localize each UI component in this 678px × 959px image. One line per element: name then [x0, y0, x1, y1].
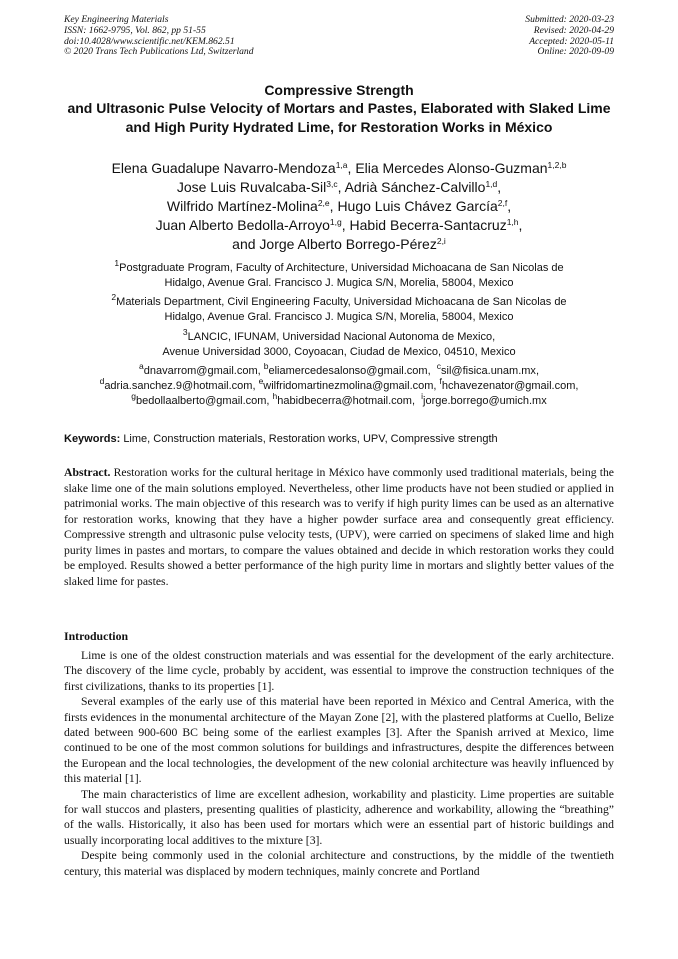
email-sup: i [421, 391, 424, 401]
publication-dates [525, 15, 614, 58]
affiliation-text: Postgraduate Program, Faculty of Architecture, Universidad Michoacana de San Nicolas de [119, 262, 564, 274]
author-name: Habid Becerra-Santacruz [349, 217, 507, 233]
journal-issn: ISSN: 1662-9795, Vol. 862, pp 51-55 [64, 24, 206, 36]
email-sup: c [436, 361, 442, 371]
date-revised: Revised: 2020-04-29 [533, 24, 614, 36]
email-line: $^g$bedollaalberto@gmail.com, $^h$habidbecerra@hotmail.com, $^i$jorge.borrego@umich.mx [131, 391, 547, 407]
email-sup: e [258, 376, 264, 386]
email-link[interactable]: hchavezenator@gmail.com [441, 380, 576, 392]
title-line: Compressive Strength [264, 82, 414, 98]
email-sup: f [439, 376, 442, 386]
affiliation-line [50, 327, 628, 345]
author-sup: 1,d [485, 179, 498, 189]
email-link[interactable]: dnavarrom@gmail.com [143, 365, 258, 377]
author-name: Adrià Sánchez-Calvillo [344, 179, 486, 195]
author-sep: , [507, 198, 512, 214]
author-sep: , [347, 160, 356, 176]
author-sep: , [497, 179, 502, 195]
date-accepted: Accepted: 2020-05-11 [529, 35, 614, 47]
author-name: Wilfrido Martínez-Molina [166, 198, 318, 214]
body-paragraph: Several examples of the early use of this material have been reported in México and Central America, with the firsts evidences in the monumental architecture of the Mayan Zone [2], with the plastered platforms at Cuello, Belize dated between 900-600 BC being some of the earliest examples [3]. After the Spanish arrived at Mexico, lime continued to be one of the most common solutions for buildings and infrastructures, despite the differences between the European and the local technologies, the development of the new colonial architecture was heavily influenced by this material [1]. [64, 695, 614, 786]
author-line [40, 235, 638, 254]
author-sep: , [518, 217, 523, 233]
author-sep: , [341, 217, 350, 233]
journal-doi: doi:10.4028/www.scientific.net/KEM.862.51 [64, 35, 235, 47]
email-link[interactable]: eliamercedesalonso@gmail.com [268, 365, 428, 377]
affiliation-text: Hidalgo, Avenue Gral. Francisco J. Mugica S/N, Morelia, 58004, Mexico [164, 277, 514, 289]
abstract-paragraph [64, 465, 614, 589]
introduction-body [64, 648, 614, 879]
author-name: Jose Luis Ruvalcaba-Sil [176, 179, 327, 195]
author-sup: 1,a [335, 160, 348, 170]
email-link[interactable]: sil@fisica.unam.mx [441, 365, 536, 377]
affiliation-text: LANCIC, IFUNAM, Universidad Nacional Autonoma de Mexico, [187, 331, 496, 343]
body-paragraph: Lime is one of the oldest construction materials and was essential for the development of the early architecture. The discovery of the lime cycle, probably by accident, was essential to improve the construction techniques of the first civilizations, thanks to its properties [1]. [64, 649, 614, 693]
author-line [40, 159, 638, 178]
author-line [40, 216, 638, 235]
author-emails [50, 361, 628, 409]
author-sup: 2,i [436, 236, 446, 246]
email-link[interactable]: habidbecerra@hotmail.com [277, 395, 412, 407]
author-sup: 3,c [326, 179, 338, 189]
author-name: Juan Alberto Bedolla-Arroyo [155, 217, 330, 233]
email-sup: b [263, 361, 269, 371]
date-online: Online: 2020-09-09 [537, 46, 614, 58]
email-sup: g [131, 391, 137, 401]
journal-name: Key Engineering Materials [64, 14, 169, 25]
affiliation-3 [50, 327, 628, 360]
affiliation-text: Materials Department, Civil Engineering Faculty, Universidad Michoacana de San Nicolas de [116, 296, 567, 308]
author-name: Elia Mercedes Alonso-Guzman [355, 160, 548, 176]
email-link[interactable]: bedollaalberto@gmail.com [136, 395, 267, 407]
affiliation-1 [50, 258, 628, 291]
abstract-label: Abstract. [64, 466, 111, 479]
keywords-label: Keywords: [64, 433, 121, 445]
author-sup: 1,h [506, 217, 519, 227]
author-sup: 1,g [329, 217, 342, 227]
affiliation-line [50, 258, 628, 276]
author-name: and Jorge Alberto Borrego-Pérez [232, 236, 437, 252]
abstract-text: Restoration works for the cultural heritage in México have commonly used traditional materials, being the slake lime one of the main solutions employed. Nevertheless, other lime products have not been studied or applied in patrimonial works. The main objective of this research was to verify if high purity limes can be used as an alternative for restoration works, knowing that they have a higher powder surface area and consequently great efficiency. Compressive strength and ultrasonic pulse velocity tests, (UPV), were carried on specimens of slaked lime and high purity limes in pastes and mortars, to compare the values obtained and decide in which restoration works they could be employed. Results showed a better performance of the high purity lime in mortars and slightly better values of the slaked lime for pastes. [64, 466, 614, 588]
affiliation-sup: 2 [111, 292, 117, 302]
title-line: and High Purity Hydrated Lime, for Restoration Works in México [125, 118, 553, 135]
email-sup: a [139, 361, 144, 371]
author-name: Elena Guadalupe Navarro-Mendoza [111, 160, 336, 176]
author-sup: 2,e [317, 198, 330, 208]
keywords-text: Lime, Construction materials, Restoration works, UPV, Compressive strength [123, 433, 498, 445]
author-list [40, 159, 638, 254]
author-line [40, 178, 638, 197]
author-name: Hugo Luis Chávez García [337, 198, 498, 214]
body-paragraph: Despite being commonly used in the colonial architecture and constructions, by the middle of the twentieth century, this material was displaced by modern techniques, mainly concrete and Portland [64, 849, 614, 878]
author-sup: 2,f [497, 198, 508, 208]
author-sup: 1,2,b [547, 160, 567, 170]
affiliation-text: Hidalgo, Avenue Gral. Francisco J. Mugica S/N, Morelia, 58004, Mexico [164, 311, 514, 323]
author-sep: , [337, 179, 345, 195]
date-submitted: Submitted: 2020-03-23 [525, 14, 614, 25]
journal-copyright: © 2020 Trans Tech Publications Ltd, Switzerland [64, 46, 254, 58]
paper-title [50, 81, 628, 136]
body-paragraph: The main characteristics of lime are excellent adhesion, workability and plasticity. Lime properties are suitable for wall stuccos and plasters, presenting qualities of plasticity, adherence and workability, allowing the “breathing” of the walls. Historically, it also has been used for mortars which were an essential part of historic buildings and usually incorporating local additives to the mixture [3]. [64, 787, 614, 847]
keywords [64, 432, 624, 446]
email-link[interactable]: wilfridomartinezmolina@gmail.com [263, 380, 434, 392]
affiliation-sup: 3 [182, 327, 188, 337]
email-sup: h [272, 391, 278, 401]
email-link[interactable]: adria.sanchez.9@hotmail.com [104, 380, 253, 392]
section-heading-introduction: Introduction [64, 629, 129, 643]
email-line: $^a$dnavarrom@gmail.com, $^b$eliamercedesalonso@gmail.com, $^c$sil@fisica.unam.mx, [139, 361, 539, 377]
email-sup: d [99, 376, 105, 386]
affiliation-2 [50, 292, 628, 325]
abstract [64, 465, 614, 589]
title-line: and Ultrasonic Pulse Velocity of Mortars and Pastes, Elaborated with Slaked Lime [67, 100, 611, 117]
affiliation-line [50, 292, 628, 310]
affiliation-text: Avenue Universidad 3000, Coyoacan, Ciudad de Mexico, 04510, Mexico [162, 346, 516, 358]
author-line [40, 197, 638, 216]
author-sep: , [329, 198, 338, 214]
journal-info [64, 15, 254, 58]
email-link[interactable]: jorge.borrego@umich.mx [423, 395, 547, 407]
email-line: $^d$adria.sanchez.9@hotmail.com, $^e$wilfridomartinezmolina@gmail.com, $^f$hchavezenator@gmail.com, [99, 376, 579, 392]
affiliation-sup: 1 [114, 258, 120, 268]
